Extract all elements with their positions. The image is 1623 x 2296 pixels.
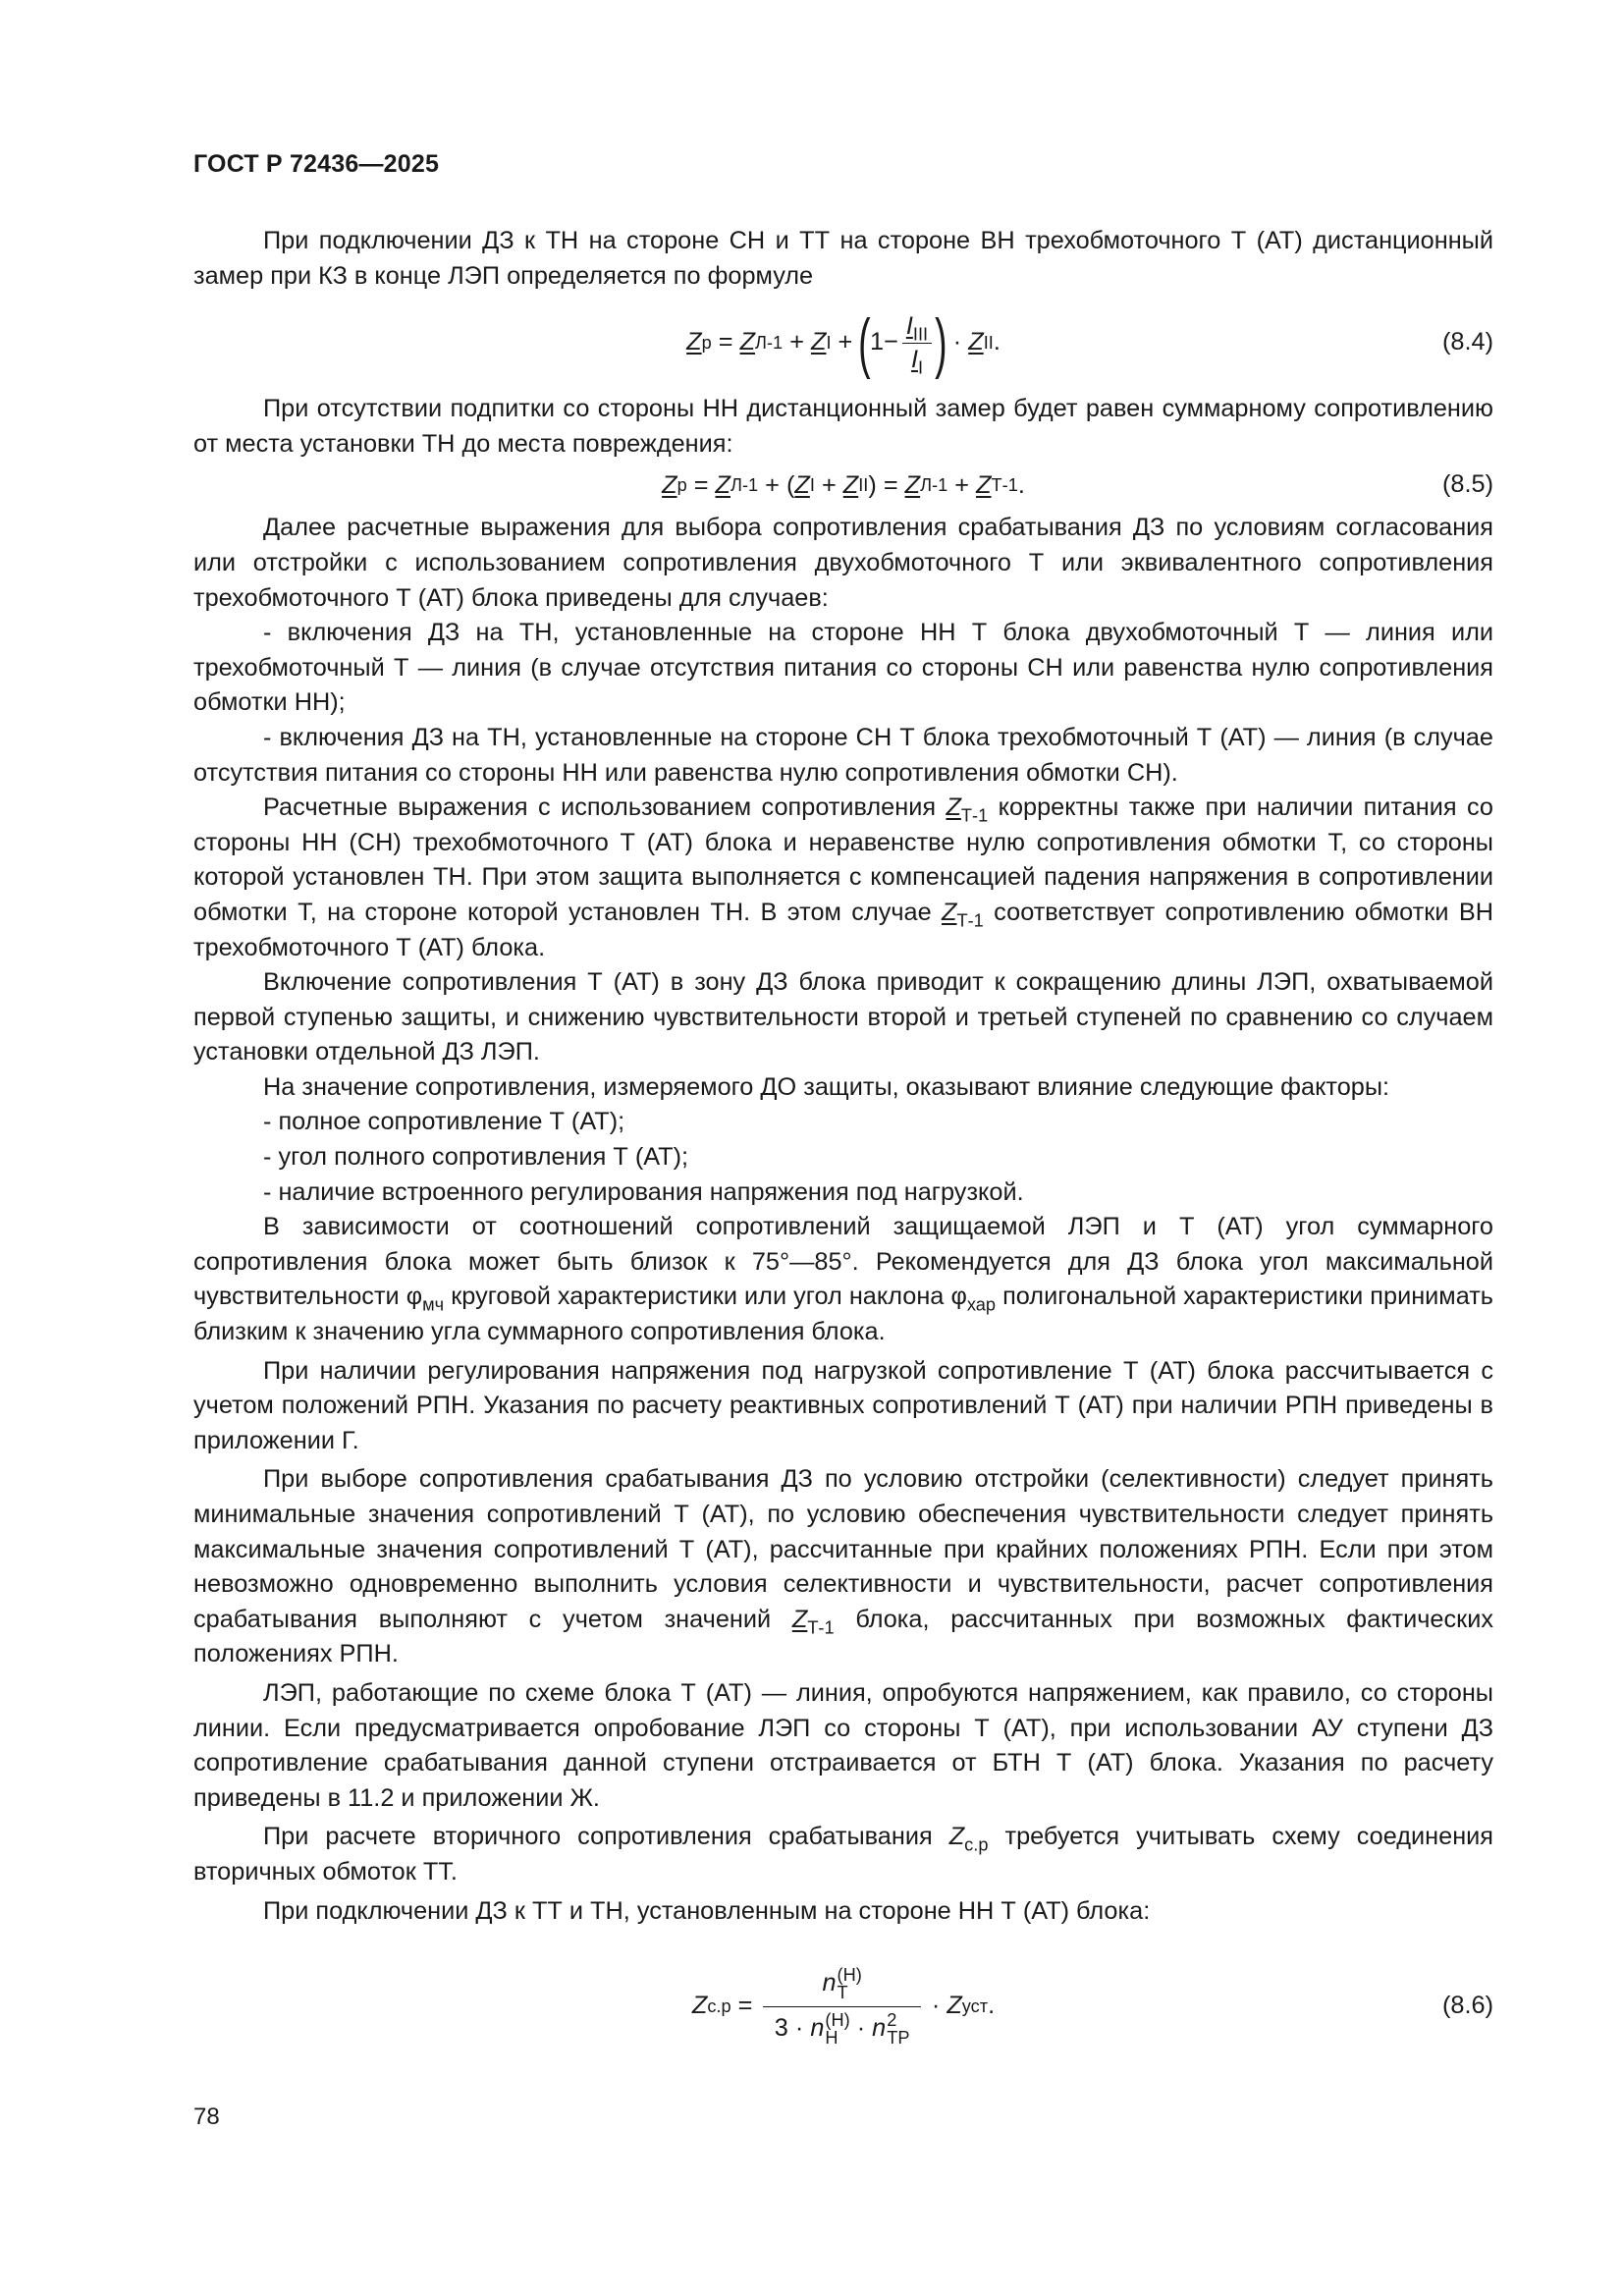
paragraph: При отсутствии подпитки со стороны НН дистанционный замер будет равен суммарному сопротивлению от места установки ТН до места повреждения: bbox=[193, 395, 1493, 458]
fraction: $\frac{I_{III}}{I_I}$ bbox=[902, 312, 932, 374]
paragraph: Расчетные выражения с использованием сопротивления $Z_{Т-1}$ корректны также при наличии питания со стороны НН (СН) трехобмоточного Т (АТ) блока и неравенстве нулю сопротивления обмотки Т, со стороны которой установлен ТН. При этом защита выполняется с компенсацией падения напряжения в сопротивлении обмотки Т, на стороне которой установлен ТН. В этом случае $Z_{Т-1}$ соответствует сопротивлению обмотки ВН трехобмоточного Т (АТ) блока. bbox=[193, 793, 1494, 961]
list-item: - включения ДЗ на ТН, установленные на стороне НН Т блока двухобмоточный Т — линия или трехобмоточный Т — линия (в случае отсутствия питания со стороны СН или равенства нулю сопротивления обмотки НН); bbox=[193, 619, 1493, 717]
formula-number: (8.4) bbox=[1441, 328, 1493, 356]
paragraph: В зависимости от соотношений сопротивлений защищаемой ЛЭП и Т (АТ) угол суммарного сопротивления блока может быть близок к 75°—85°. Рекомендуется для ДЗ блока угол максимальной чувствительности $\varphi_{мч}$ круговой характеристики или угол наклона $\varphi_{хар}$ полигональной характеристики принимать близким к значению угла суммарного сопротивления блока. bbox=[193, 1213, 1493, 1346]
formula-number: (8.5) bbox=[1441, 470, 1493, 499]
paragraph: При расчете вторичного сопротивления срабатывания $Z_{с.р}$ требуется учитывать схему соединения вторичных обмоток ТТ. bbox=[193, 1823, 1493, 1886]
paragraph: ЛЭП, работающие по схеме блока Т (АТ) — линия, опробуются напряжением, как правило, со стороны линии. Если предусматривается опробование ЛЭП со стороны Т (АТ), при использовании АУ ступени ДЗ сопротивление срабатывания данной ступени отстраивается от БТН Т (АТ) блока. Указания по расчету приведены в 11.2 и приложении Ж. bbox=[193, 1678, 1493, 1812]
formula-8-5: Z р = Z Л-1 + ( Z I + Z II ) = Z Л-1 + Z Т-1 . (8.5) bbox=[193, 465, 1493, 505]
paragraph: При наличии регулирования напряжения под нагрузкой сопротивление Т (АТ) блока рассчитывается с учетом положений РПН. Указания по расчету реактивных сопротивлений Т (АТ) при наличии РПН приведены в приложении Г. bbox=[193, 1356, 1493, 1454]
close-paren: ) bbox=[935, 305, 947, 381]
paragraph: Включение сопротивления Т (АТ) в зону ДЗ блока приводит к сокращению длины ЛЭП, охватываемой первой ступенью защиты, и снижению чувствительности второй и третьей ступеней по сравнению со случаем установки отдельной ДЗ ЛЭП. bbox=[193, 968, 1493, 1066]
list-item: - угол полного сопротивления Т (АТ); bbox=[263, 1143, 689, 1172]
paragraph: При подключении ДЗ к ТН на стороне СН и ТТ на стороне ВН трехобмоточного Т (АТ) дистанционный замер при КЗ в конце ЛЭП определяется по формуле bbox=[193, 227, 1493, 290]
open-paren: ( bbox=[858, 305, 871, 381]
list-item: - полное сопротивление Т (АТ); bbox=[263, 1108, 625, 1136]
list-item: - включения ДЗ на ТН, установленные на стороне СН Т блока трехобмоточный Т (АТ) — линия (в случае отсутствия питания со стороны НН или равенства нулю сопротивления обмотки СН). bbox=[193, 723, 1493, 787]
document-body bbox=[193, 224, 1493, 2080]
paragraph: При выборе сопротивления срабатывания ДЗ по условию отстройки (селективности) следует принять минимальные значения сопротивлений Т (АТ), по условию обеспечения чувствительности следует принять максимальные значения сопротивлений Т (АТ), рассчитанные при крайних положениях РПН. Если при этом невозможно одновременно выполнить условия селективности и чувствительности, расчет сопротивления срабатывания выполняют с учетом значений $Z_{Т-1}$ блока, рассчитанных при возможных фактических положениях РПН. bbox=[193, 1465, 1493, 1668]
page-number: 78 bbox=[193, 2104, 220, 2130]
formula-8-4: Z р = Z Л-1 + Z I + ( 1 − $\frac{I_{III}}{I_I}$ ) · Z II . (8.4) bbox=[686, 305, 1493, 381]
fraction: n (Н) Т 3 · n (Н) Н · n 2 ТР bbox=[763, 1966, 920, 2047]
formula-8-6: Z с.р = n (Н) Т 3 · n (Н) Н · n 2 ТР · Z уст . (8.6) bbox=[691, 1965, 1493, 2048]
paragraph: При подключении ДЗ к ТТ и ТН, установленным на стороне НН Т (АТ) блока: bbox=[263, 1896, 1151, 1925]
paragraph: На значение сопротивления, измеряемого ДО защиты, оказывают влияние следующие факторы: bbox=[263, 1072, 1390, 1101]
list-item: - наличие встроенного регулирования напряжения под нагрузкой. bbox=[263, 1177, 1024, 1206]
paragraph: Далее расчетные выражения для выбора сопротивления срабатывания ДЗ по условиям согласования или отстройки с использованием сопротивления двухобмоточного Т или эквивалентного сопротивления трехобмоточного Т (АТ) блока приведены для случаев: bbox=[193, 514, 1493, 612]
formula-number: (8.6) bbox=[1441, 1992, 1493, 2020]
document-header: ГОСТ Р 72436—2025 bbox=[193, 150, 440, 178]
